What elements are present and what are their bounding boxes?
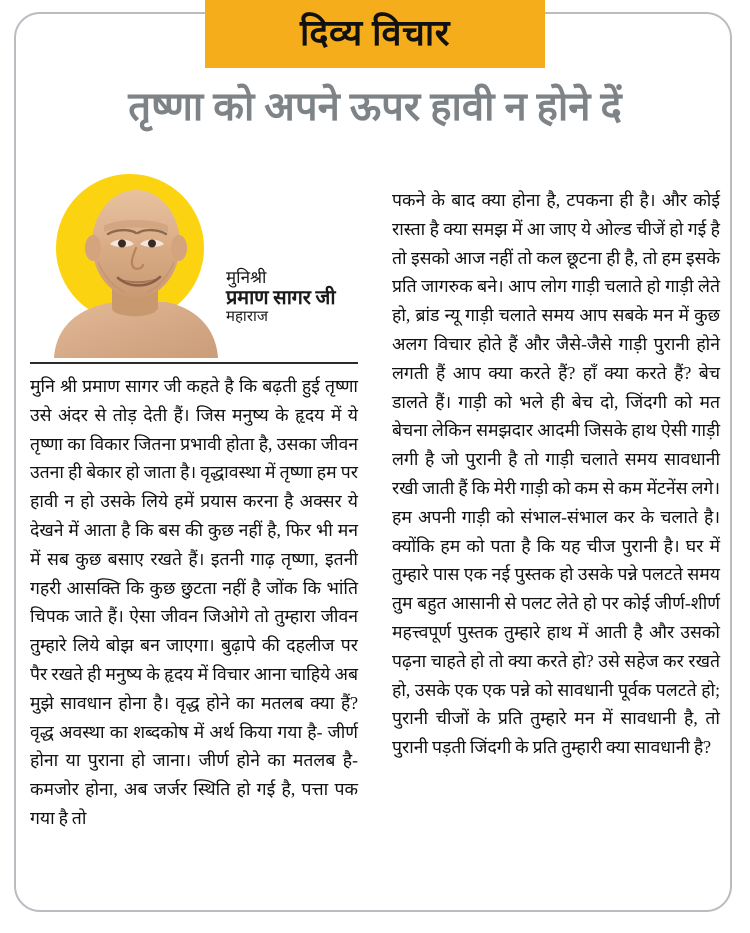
right-column-paragraph: पकने के बाद क्या होना है, टपकना ही है। और कोई रास्ता है क्या समझ में आ जाए ये ओल्ड चीजें हो गई है तो इसको आज नहीं तो कल छूटना ही है, तो हम इसके प्रति जागरुक बने। आप लोग गाड़ी चलाते हो गाड़ी लेते हो, ब्रांड न्यू गाड़ी चलाते समय आप सबके मन में कुछ अलग विचार होते हैं और जैसे-जैसे गाड़ी पुरानी होने लगती हैं आप क्या करते हैं? हाँ क्या करते हैं? बेच डालते हैं। गाड़ी को भले ही बेच दो, जिंदगी को मत बेचना लेकिन समझदार आदमी जिसके हाथ ऐसी गाड़ी लगी है जो पुरानी है तो गाड़ी चलाते समय सावधानी रखी जाती हैं कि मेरी गाड़ी को कम से कम मेंटनेंस लगे। हम अपनी गाड़ी को संभाल-संभाल कर के चलाते है। क्योंकि हम को पता है कि यह चीज पुरानी है। घर में तुम्हारे पास एक नई पुस्तक हो उसके पन्ने पलटते समय तुम बहुत आसानी से पलट लेते हो पर कोई जीर्ण-शीर्ण महत्त्वपूर्ण पुस्तक तुम्हारे हाथ में आती है और उसको पढ़ना चाहते हो तो क्या करते हो? उसे सहेज कर रखते हो, उसके एक एक पन्ने को सावधानी पूर्वक पलटते हो; पुरानी चीजों के प्रति तुम्हारे मन में सावधानी है, तो पुरानी पड़ती जिंदगी के प्रति तुम्हारी क्या सावधानी है? — [392, 190, 720, 758]
banner-title: दिव्य विचार — [300, 13, 450, 53]
article-content — [30, 172, 720, 908]
left-column-paragraph: मुनि श्री प्रमाण सागर जी कहते है कि बढ़ती हुई तृष्णा उसे अंदर से तोड़ देती हैं। जिस मनुष्य के हृदय में ये तृष्णा का विकार जितना प्रभावी होता है, उसका जीवन उतना ही बेकार हो जाता है। वृद्धावस्था में तृष्णा हम पर हावी न हो उसके लिये हमें प्रयास करना है अक्सर ये देखने में आता है कि बस की कुछ नहीं है, फिर भी मन में सब कुछ बसाए रखते हैं। इतनी गाढ़ तृष्णा, इतनी गहरी आसक्ति कि कुछ छुटता नहीं है जोंक कि भांति चिपक जाते हैं। ऐसा जीवन जिओगे तो तुम्हारा जीवन तुम्हारे लिये बोझ बन जाएगा। बुढ़ापे की दहलीज पर पैर रखते ही मनुष्य के हृदय में विचार आना चाहिये अब मुझे सावधान होना है। वृद्ध होने का मतलब क्या हैं? वृद्ध अवस्था का शब्दकोष में अर्थ किया गया है- जीर्ण होना या पुराना हो जाना। जीर्ण होने का मतलब है- कमजोर होना, अब जर्जर स्थिति हो गई है, पत्ता पक गया है तो — [30, 376, 358, 828]
portrait-caption — [226, 268, 358, 326]
divya-vichar-banner — [205, 0, 545, 68]
left-column-text — [30, 372, 358, 833]
caption-name: प्रमाण सागर जी — [226, 287, 336, 310]
right-column — [392, 172, 720, 908]
right-column-text — [392, 186, 720, 762]
article-headline: तृष्णा को अपने ऊपर हावी न होने दें — [128, 84, 622, 129]
caption-prefix: मुनिश्री — [226, 268, 267, 287]
left-column — [30, 172, 358, 908]
monk-portrait-image — [46, 178, 222, 358]
caption-divider — [30, 362, 358, 364]
banner-container — [0, 0, 750, 70]
caption-suffix: महाराज — [226, 309, 268, 326]
portrait-block — [30, 172, 358, 358]
